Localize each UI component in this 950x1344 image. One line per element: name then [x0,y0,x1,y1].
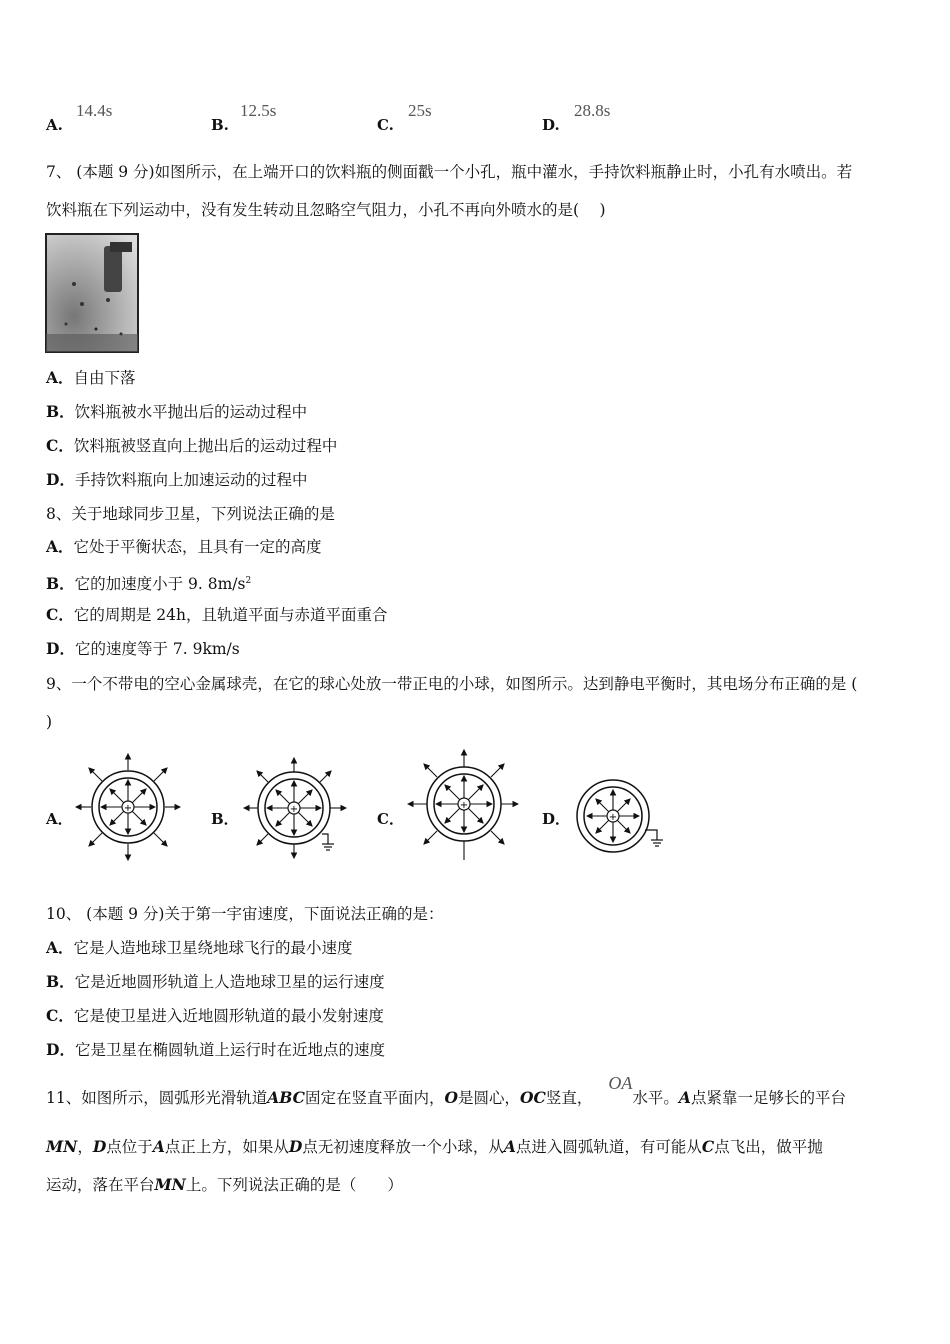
q6-option-b-value: 12.5s [240,101,277,120]
q8-option-b [46,571,251,594]
q11-label-o: O [444,1088,459,1107]
q11-text: 竖直， [545,1089,593,1107]
q7-option-d-text: 手持饮料瓶向上加速运动的过程中 [74,471,308,489]
q11-text: 固定在竖直平面内， [305,1089,445,1107]
q11-label-abc: ABC [267,1088,305,1107]
charge-plus: + [608,812,618,823]
q11-label-a: A [503,1137,516,1156]
q8-option-d-letter: D． [46,639,75,658]
q11-math-oa: OA [608,1073,633,1093]
charge-plus: + [459,800,469,811]
q10-option-a-text: 它是人造地球卫星绕地球飞行的最小速度 [73,939,353,957]
q10-option-d [46,1040,385,1060]
q10-option-b-letter: B． [46,972,75,991]
q7-option-c-letter: C． [46,436,74,455]
q11-label-mn: MN [46,1137,78,1156]
q11-text: 点无初速度释放一个小球，从 [302,1138,504,1156]
q9-option-d-letter: D． [542,810,571,828]
q9-option-c-letter: C． [377,810,404,828]
q11-text: 上。下列说法正确的是（ ） [185,1176,403,1194]
q11-text: 点正上方，如果从 [164,1138,289,1156]
q11-text: 是圆心， [458,1089,521,1107]
q11-text: 水平。 [632,1089,679,1107]
q11-text: 运动，落在平台 [46,1176,155,1194]
q11-text: 点紧靠一足够长的平台 [690,1089,846,1107]
q11-text: 点位于 [106,1138,153,1156]
charge-plus: + [289,804,299,815]
q10-option-a [46,938,353,958]
q10-option-d-letter: D． [46,1040,75,1059]
q10-option-b [46,972,385,992]
q11-line3 [46,1175,403,1195]
q10-option-b-text: 它是近地圆形轨道上人造地球卫星的运行速度 [74,973,385,991]
q11-text: ， [77,1138,93,1156]
q8-option-d [46,639,240,659]
q11-label-c: C [701,1137,715,1156]
q8-option-a-letter: A． [46,537,74,556]
q10-option-c-letter: C． [46,1006,74,1025]
q8-option-c [46,605,387,625]
q7-option-c [46,436,337,456]
q6-option-a-value: 14.4s [76,101,113,120]
q8-option-b-letter: B． [46,574,75,594]
q10-option-d-text: 它是卫星在椭圆轨道上运行时在近地点的速度 [74,1041,385,1059]
q11-label-d: D [288,1137,303,1156]
q11-label-a: A [152,1137,165,1156]
q8-option-c-letter: C． [46,605,74,624]
field-lines [408,750,518,844]
q9-stem-line2: ) [46,713,53,731]
q8-option-b-sup: 2 [245,576,252,586]
q8-option-b-text: 它的加速度小于 9. 8m/s [74,575,246,594]
q11-text: 点飞出，做平抛 [714,1138,823,1156]
bottle-hand-shape [104,246,122,292]
q11-text: 11、如图所示，圆弧形光滑轨道 [46,1089,268,1107]
q9-diagram-d [575,778,667,854]
q11-text: 点进入圆弧轨道，有可能从 [515,1138,702,1156]
q7-option-d [46,470,307,490]
q9-option-b-letter: B． [211,810,239,828]
q8-option-d-text: 它的速度等于 7. 9km/s [74,640,240,658]
q9-diagram-a [76,752,180,862]
q11-label-oc: OC [520,1088,546,1107]
q11-label-mn: MN [154,1175,186,1194]
q6-option-c-letter: C. [377,116,394,134]
q8-option-c-text: 它的周期是 24h，且轨道平面与赤道平面重合 [73,606,388,624]
q7-option-b-letter: B． [46,402,75,421]
q11-line2 [46,1137,823,1157]
q7-option-b [46,402,307,422]
q9-diagram-c [408,748,518,862]
q10-option-c [46,1006,384,1026]
q9-stem-line1: 9、一个不带电的空心金属球壳，在它的球心处放一带正电的小球，如图所示。达到静电平衡时，其电场分布正确的是 ( [46,675,858,693]
q6-option-b-letter: B. [211,116,229,134]
q7-option-c-text: 饮料瓶被竖直向上抛出后的运动过程中 [73,437,338,455]
q7-stem-line2: 饮料瓶在下列运动中，没有发生转动且忽略空气阻力，小孔不再向外喷水的是( ) [46,201,606,219]
q10-option-c-text: 它是使卫星进入近地圆形轨道的最小发射速度 [73,1007,384,1025]
q9-option-a-letter: A． [46,810,73,828]
q9-diagram-b [242,754,350,862]
q7-option-b-text: 饮料瓶被水平抛出后的运动过程中 [74,403,308,421]
q11-line1 [46,1073,846,1108]
q7-bottle-photo [46,234,138,352]
q8-option-a-text: 它处于平衡状态，且具有一定的高度 [73,538,322,556]
q6-option-d-value: 28.8s [574,101,611,120]
q8-stem: 8、关于地球同步卫星，下列说法正确的是 [46,505,335,523]
q7-option-a-text: 自由下落 [73,369,136,387]
q7-option-a-letter: A． [46,368,74,387]
ground-symbol [645,830,663,846]
q8-option-a [46,537,322,557]
q7-option-a [46,368,136,388]
charge-plus: + [123,803,133,814]
q6-option-c-value: 25s [408,101,432,120]
q11-label-a: A [678,1088,691,1107]
q7-stem-line1: 7、 (本题 9 分)如图所示，在上端开口的饮料瓶的侧面戳一个小孔，瓶中灌水，手持饮料瓶静止时，小孔有水喷出。若 [46,163,853,181]
ground-symbol [322,834,334,850]
q7-option-d-letter: D． [46,470,75,489]
q10-stem: 10、 (本题 9 分)关于第一宇宙速度，下面说法正确的是： [46,905,444,923]
q6-option-d-letter: D. [542,116,560,134]
q10-option-a-letter: A． [46,938,74,957]
q11-label-d: D [92,1137,107,1156]
q6-option-a-letter: A. [46,116,63,134]
